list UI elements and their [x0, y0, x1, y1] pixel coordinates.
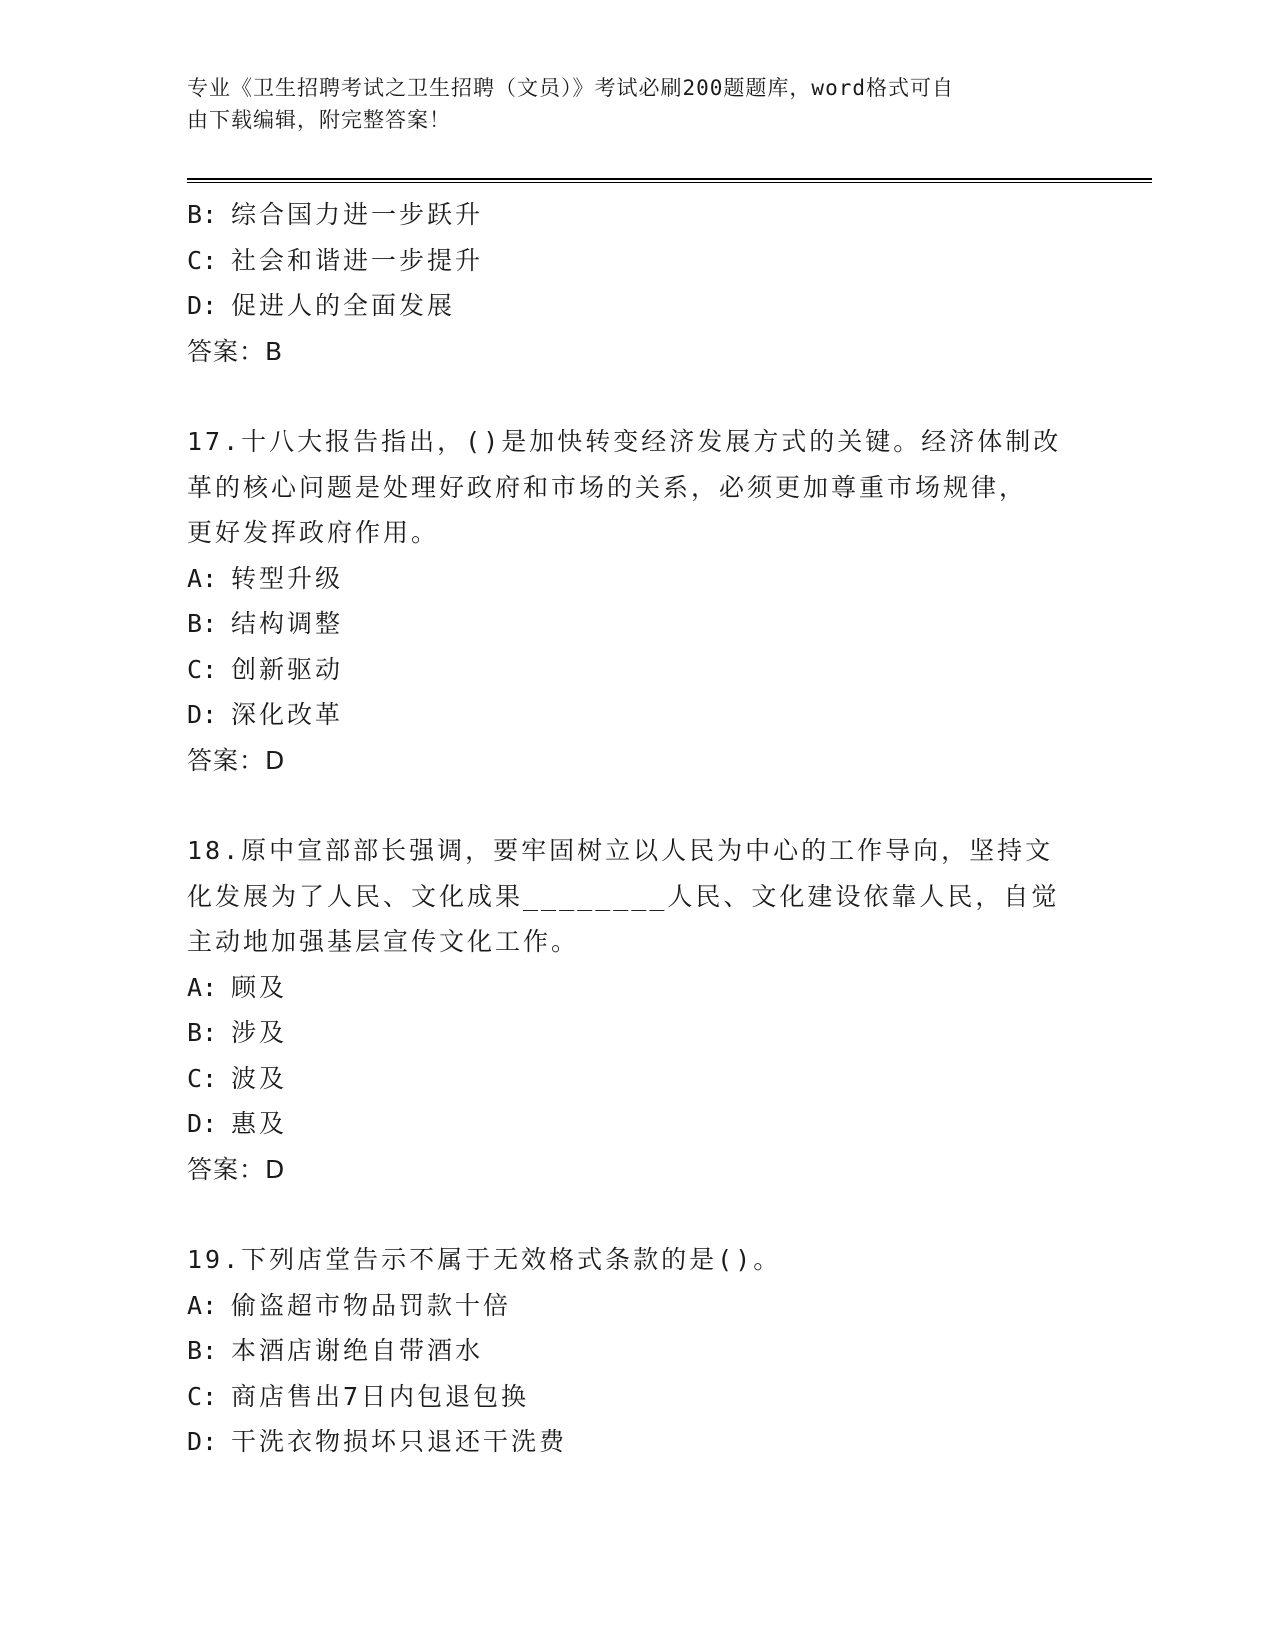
- option-c: [187, 238, 1087, 284]
- header-divider: [187, 178, 1152, 180]
- option-c: [187, 647, 1087, 693]
- option-label: B:: [187, 1336, 218, 1365]
- stem-line: 主动地加强基层宣传文化工作。: [187, 927, 580, 956]
- option-a: [187, 965, 1087, 1011]
- option-a: [187, 1283, 1087, 1329]
- option-text: 波及: [231, 1063, 288, 1093]
- option-label: B:: [187, 609, 218, 638]
- option-d: [187, 1101, 1087, 1147]
- option-c: [187, 1374, 1087, 1420]
- option-a: [187, 556, 1087, 602]
- option-b: [187, 1010, 1087, 1056]
- stem-line: 更好发挥政府作用。: [187, 518, 440, 547]
- question-18: [187, 828, 1087, 1192]
- option-b: [187, 192, 1087, 238]
- option-b: [187, 1328, 1087, 1374]
- question-body: [187, 192, 1087, 1465]
- option-text: 深化改革: [231, 700, 344, 729]
- option-d: [187, 692, 1087, 738]
- option-text: 创新驱动: [231, 654, 344, 684]
- question-16-continuation: [187, 192, 1087, 374]
- question-stem: [187, 828, 1087, 965]
- option-text: 惠及: [231, 1109, 288, 1138]
- option-text: 涉及: [231, 1018, 288, 1047]
- stem-line: 19.下列店堂告示不属于无效格式条款的是()。: [187, 1245, 782, 1274]
- option-c: [187, 1056, 1087, 1102]
- option-text: 本酒店谢绝自带酒水: [231, 1336, 484, 1365]
- option-d: [187, 1419, 1087, 1465]
- option-label: C:: [187, 654, 218, 684]
- stem-line: 18.原中宣部部长强调，要牢固树立以人民为中心的工作导向，坚持文: [187, 836, 1054, 865]
- option-b: [187, 601, 1087, 647]
- option-text: 顾及: [231, 972, 288, 1002]
- option-text: 偷盗超市物品罚款十倍: [231, 1290, 512, 1320]
- option-text: 综合国力进一步跃升: [231, 200, 484, 229]
- header-line-2: 由下载编辑，附完整答案！: [187, 108, 451, 132]
- option-text: 促进人的全面发展: [231, 291, 456, 320]
- option-label: D:: [187, 291, 218, 320]
- header-divider-thin: [187, 182, 1152, 183]
- document-header: [187, 72, 1067, 136]
- answer-line: 答案：B: [187, 336, 284, 366]
- option-label: D:: [187, 1109, 218, 1138]
- option-label: D:: [187, 700, 218, 729]
- option-label: D:: [187, 1427, 218, 1456]
- answer-line: 答案：D: [187, 745, 286, 775]
- question-19: [187, 1237, 1087, 1465]
- option-label: C:: [187, 1381, 218, 1411]
- stem-line: 革的核心问题是处理好政府和市场的关系，必须更加尊重市场规律，: [187, 472, 1028, 502]
- stem-line: 17.十八大报告指出，()是加快转变经济发展方式的关键。经济体制改: [187, 427, 1062, 456]
- question-stem: [187, 419, 1087, 556]
- answer-line: 答案：D: [187, 1154, 286, 1184]
- option-label: A:: [187, 972, 218, 1002]
- option-text: 商店售出7日内包退包换: [231, 1381, 530, 1411]
- option-label: A:: [187, 1290, 218, 1320]
- option-label: A:: [187, 563, 218, 593]
- option-label: C:: [187, 245, 218, 275]
- option-d: [187, 283, 1087, 329]
- option-label: C:: [187, 1063, 218, 1093]
- header-line-1: 专业《卫生招聘考试之卫生招聘（文员）》考试必刷200题题库，word格式可自: [187, 76, 954, 100]
- option-text: 结构调整: [231, 609, 344, 638]
- option-label: B:: [187, 1018, 218, 1047]
- option-label: B:: [187, 200, 218, 229]
- question-stem: [187, 1237, 1087, 1283]
- option-text: 转型升级: [231, 563, 344, 593]
- question-17: [187, 419, 1087, 783]
- stem-line: 化发展为了人民、文化成果________人民、文化建设依靠人民，自觉: [187, 881, 1060, 911]
- option-text: 干洗衣物损坏只退还干洗费: [231, 1427, 568, 1456]
- option-text: 社会和谐进一步提升: [231, 245, 484, 275]
